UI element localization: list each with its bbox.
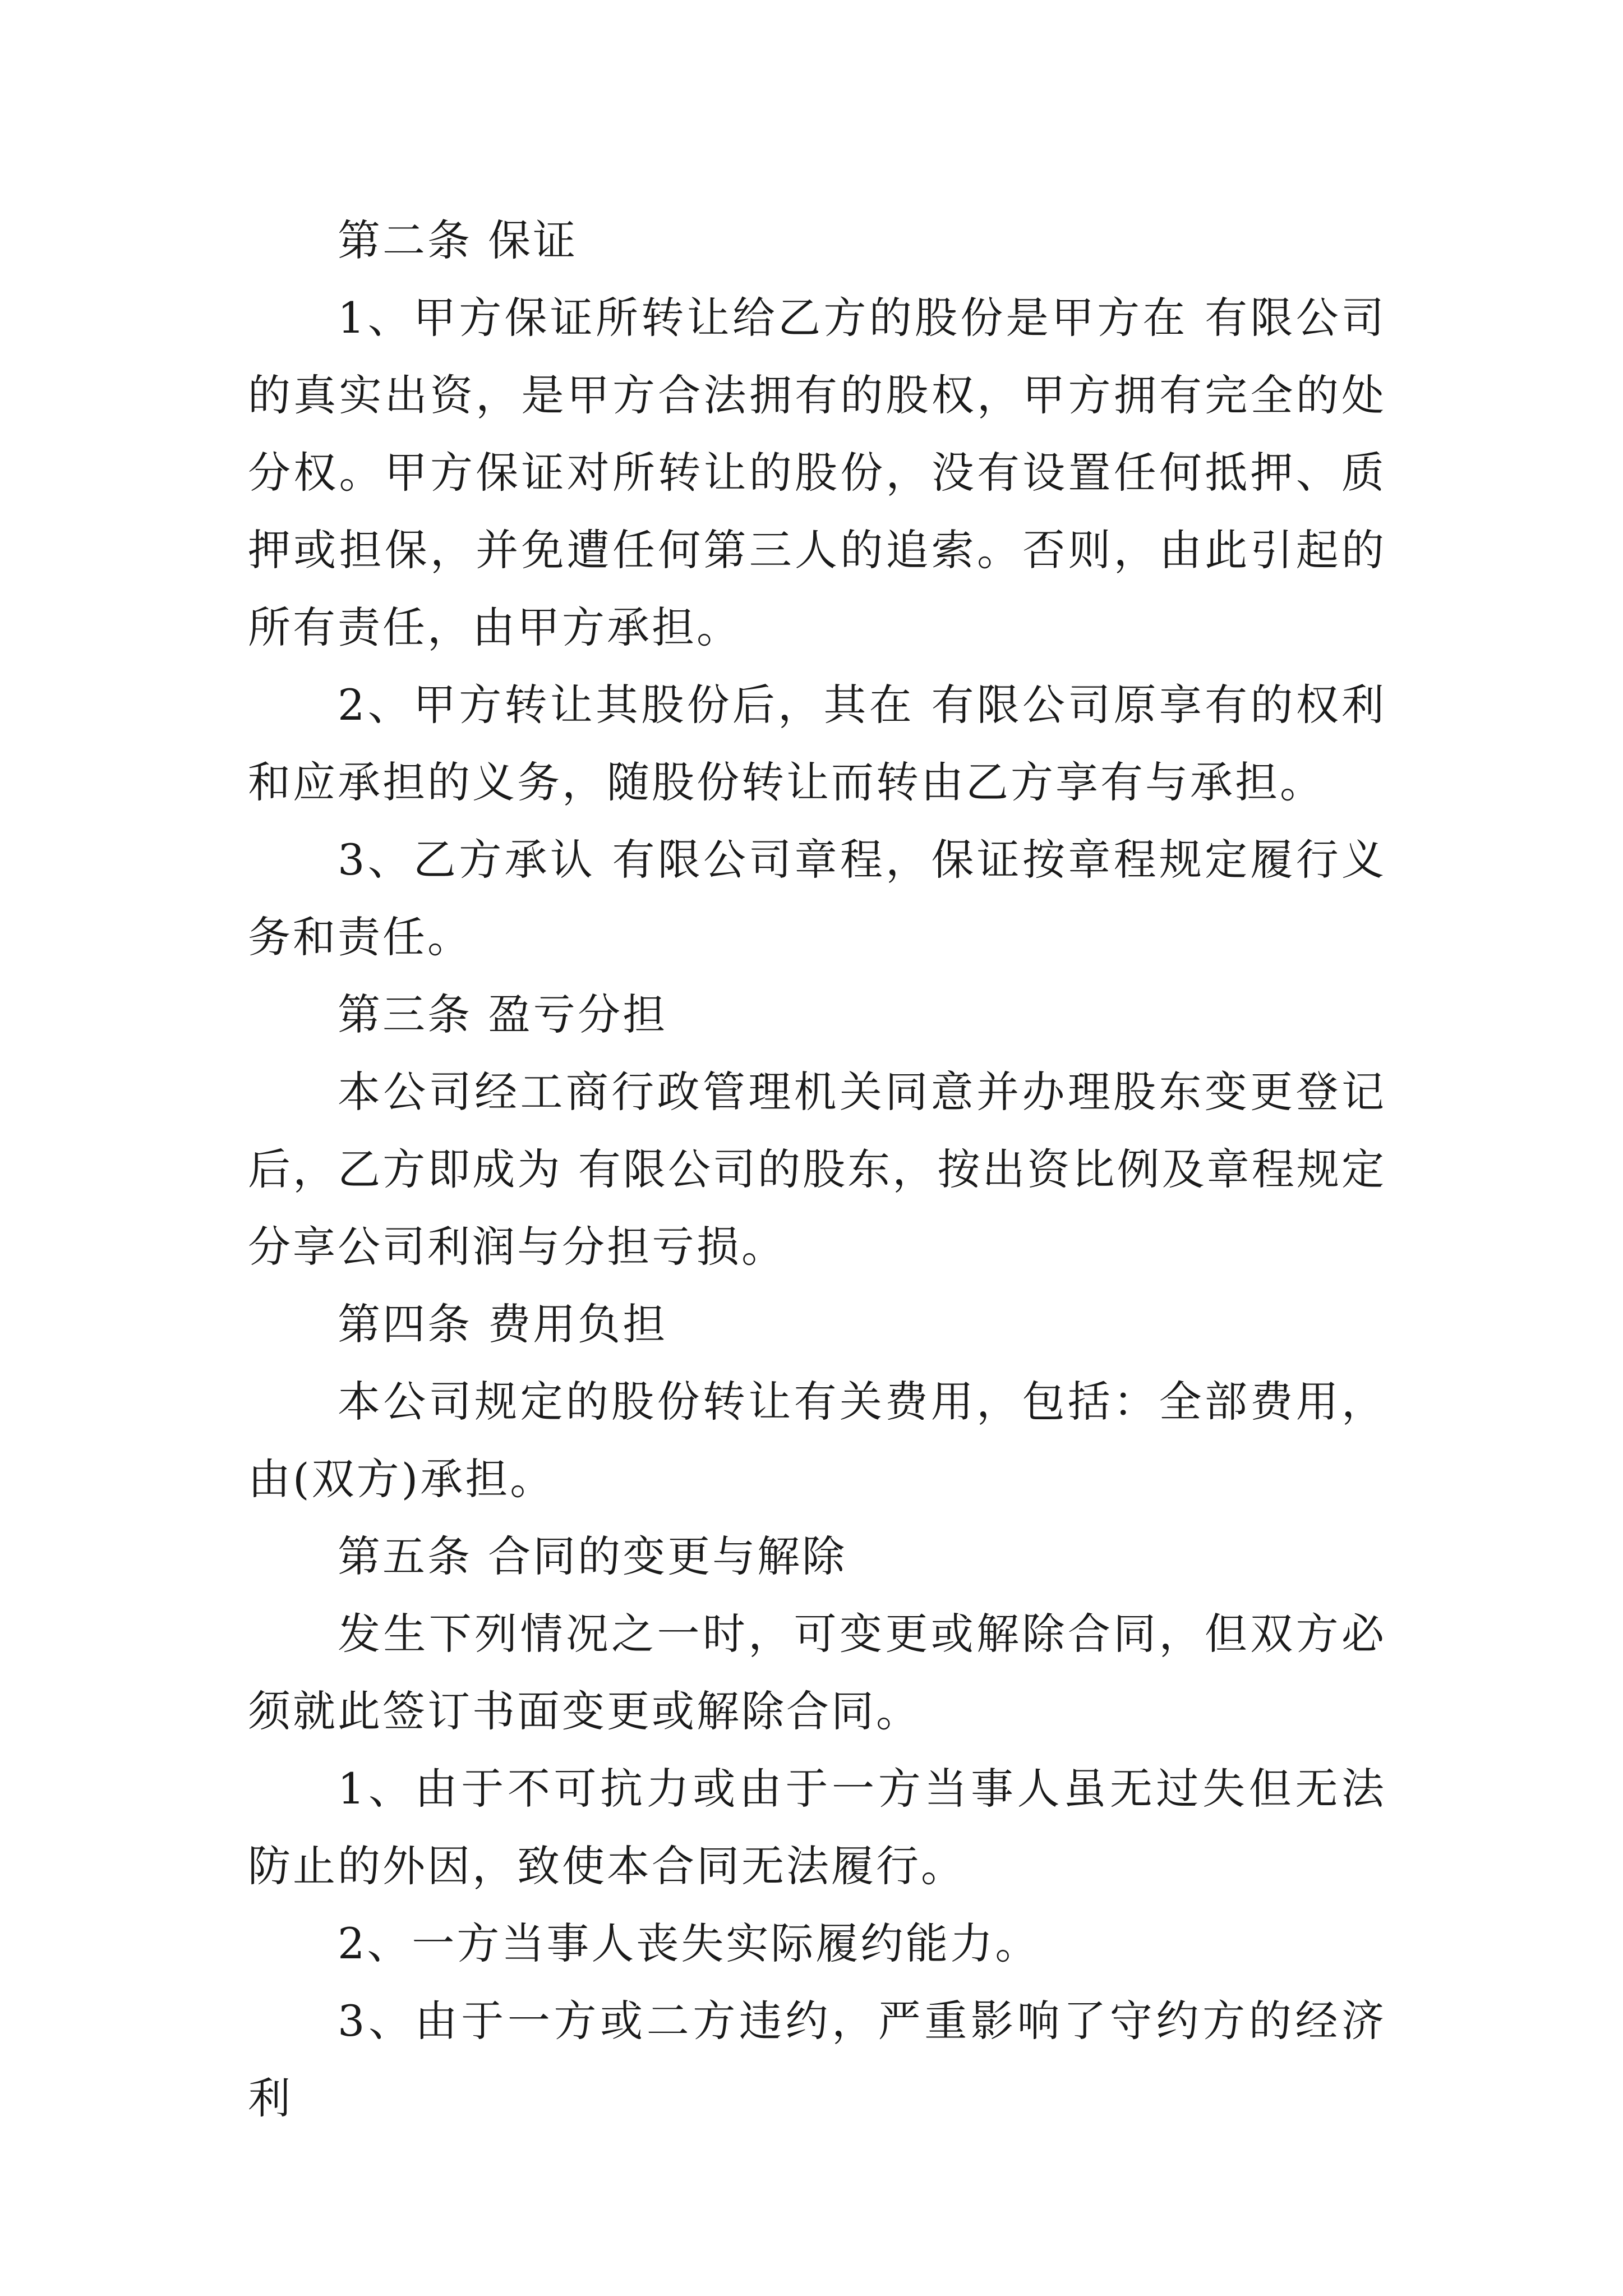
paragraph: 1、甲方保证所转让给乙方的股份是甲方在 有限公司的真实出资，是甲方合法拥有的股权，甲方拥有完全的处分权。甲方保证对所转让的股份，没有设置任何抵押、质押或担保，并免遭任何第三人的追索。否则，由此引起的所有责任，由甲方承担。	[248, 293, 1386, 652]
paragraph: 发生下列情况之一时，可变更或解除合同，但双方必须就此签订书面变更或解除合同。	[248, 1609, 1386, 1736]
paragraph: 1、由于不可抗力或由于一方当事人虽无过失但无法防止的外因，致使本合同无法履行。	[248, 1764, 1386, 1891]
paragraph: 2、一方当事人丧失实际履约能力。	[338, 1918, 1040, 1968]
document-body	[248, 202, 1386, 2137]
paragraph: 本公司规定的股份转让有关费用，包括：全部费用，由(双方)承担。	[248, 1377, 1386, 1504]
section-heading-2: 第二条 保证	[338, 215, 578, 265]
paragraph: 3、乙方承认 有限公司章程，保证按章程规定履行义务和责任。	[248, 835, 1386, 962]
paragraph: 本公司经工商行政管理机关同意并办理股东变更登记后，乙方即成为 有限公司的股东，按出资比例及章程规定分享公司利润与分担亏损。	[248, 1067, 1386, 1272]
section-heading-5: 第五条 合同的变更与解除	[338, 1531, 847, 1581]
section-heading-4: 第四条 费用负担	[338, 1299, 668, 1349]
paragraph: 3、由于一方或二方违约，严重影响了守约方的经济利	[248, 1996, 1386, 2123]
paragraph: 2、甲方转让其股份后，其在 有限公司原享有的权利和应承担的义务，随股份转让而转由乙方享有与承担。	[248, 680, 1386, 807]
section-heading-3: 第三条 盈亏分担	[338, 990, 668, 1039]
